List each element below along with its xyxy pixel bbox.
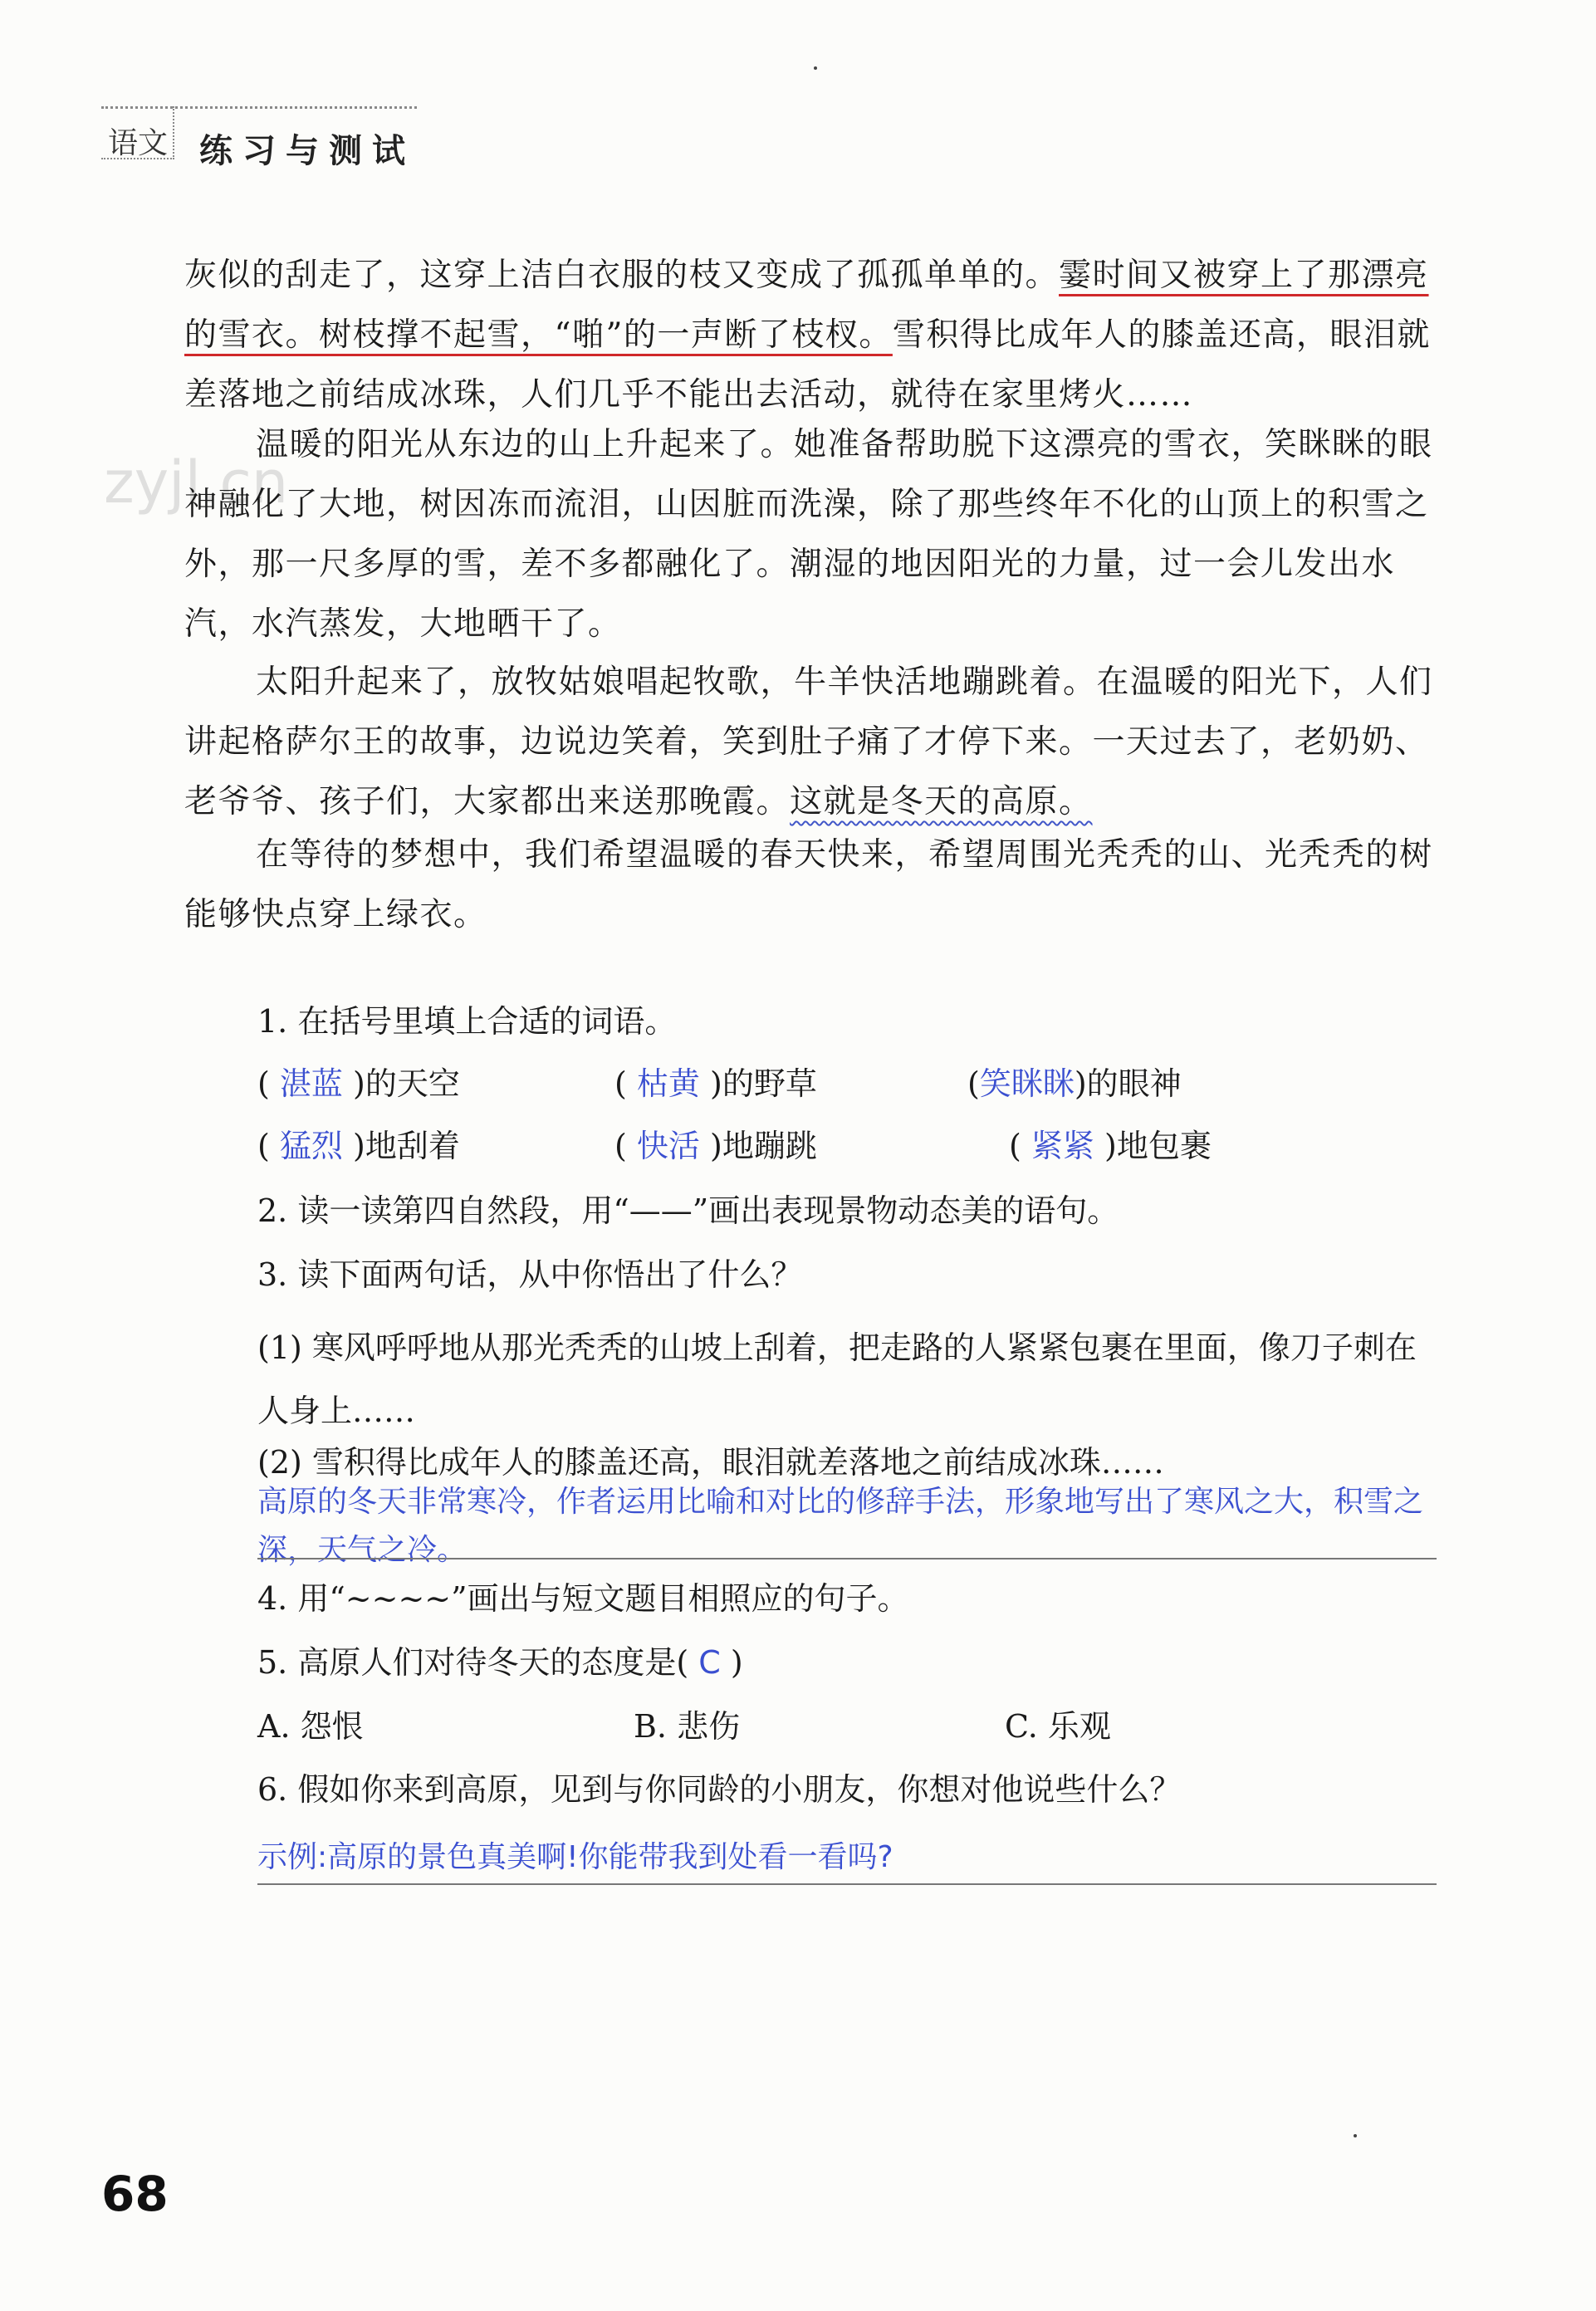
answer-line — [257, 1558, 1437, 1559]
option-b: B. 悲伤 — [634, 1708, 741, 1745]
passage-paragraph-1 — [184, 246, 1440, 425]
blank-answer: 快活 — [636, 1128, 700, 1164]
question-3: 3. 读下面两句话，从中你悟出了什么？ — [257, 1256, 803, 1293]
p1-text-b: 雪积得比成年人的膝盖还高，眼泪就差落地之前结成冰珠，人们几乎不能出去活动，就待在家里烤火…… — [184, 316, 1431, 414]
blank-answer: 枯黄 — [636, 1065, 700, 1102]
blank-answer: 湛蓝 — [279, 1065, 343, 1102]
print-speck — [814, 66, 817, 70]
blank-answer: 猛烈 — [279, 1128, 343, 1164]
question-2: 2. 读一读第四自然段，用“——”画出表现景物动态美的语句。 — [257, 1192, 1119, 1229]
p1-red-underlined-sentence: 霎时间又被穿上了那漂亮的雪衣。树枝撑不起雪，“啪”的一声断了枝杈。 — [184, 257, 1429, 354]
watermark: zyjl.cn — [104, 448, 289, 517]
blank-answer: 笑眯眯 — [979, 1065, 1075, 1102]
p3-wavy-underlined-sentence: 这就是冬天的高原。 — [790, 783, 1093, 820]
question-1: 1. 在括号里填上合适的词语。 — [257, 1003, 677, 1040]
passage-paragraph-2: 温暖的阳光从东边的山上升起来了。她准备帮助脱下这漂亮的雪衣，笑眯眯的眼神融化了大地，树因冻而流泪，山因脏而洗澡，除了那些终年不化的山顶上的积雪之外，那一尺多厚的雪，差不多都融化了。潮湿的地因阳光的力量，过一会儿发出水汽，水汽蒸发，大地晒干了。 — [184, 426, 1433, 643]
print-speck — [1354, 2134, 1357, 2137]
book-title: 练习与测试 — [199, 132, 415, 170]
blank-5: ( 快活 )地蹦跳 — [614, 1128, 817, 1164]
blank-answer: 紧紧 — [1031, 1128, 1094, 1164]
question-6-answer: 示例:高原的景色真美啊!你能带我到处看一看吗? — [257, 1840, 893, 1874]
option-a: A. 怨恨 — [257, 1708, 364, 1745]
blank-2: ( 枯黄 )的野草 — [614, 1065, 817, 1102]
p3-text: 太阳升起来了，放牧姑娘唱起牧歌，牛羊快活地蹦跳着。在温暖的阳光下，人们讲起格萨尔王的故事，边说边笑着，笑到肚子痛了才停下来。一天过去了，老奶奶、老爷爷、孩子们，大家都出来送那晚霞。 — [184, 663, 1433, 820]
option-c: C. 乐观 — [1005, 1708, 1111, 1745]
question-5: 5. 高原人们对待冬天的态度是( C ) — [257, 1644, 743, 1681]
blank-1: ( 湛蓝 )的天空 — [257, 1065, 460, 1102]
question-3-sentence-1: (1) 寒风呼呼地从那光秃秃的山坡上刮着，把走路的人紧紧包裹在里面，像刀子刺在人身上…… — [257, 1329, 1417, 1429]
question-5-answer: C — [698, 1644, 721, 1681]
blank-4: ( 猛烈 )地刮着 — [257, 1128, 460, 1164]
subject-label: 语文 — [108, 126, 169, 160]
blank-6: ( 紧紧 )地包裹 — [1009, 1128, 1212, 1164]
page-number: 68 — [101, 2166, 169, 2222]
question-4: 4. 用“~~~~”画出与短文题目相照应的句子。 — [257, 1580, 909, 1617]
page-header — [101, 106, 417, 170]
p1-text-a: 灰似的刮走了，这穿上洁白衣服的枝又变成了孤孤单单的。 — [184, 257, 1060, 294]
passage-paragraph-4: 在等待的梦想中，我们希望温暖的春天快来，希望周围光秃秃的山、光秃秃的树能够快点穿上绿衣。 — [184, 836, 1433, 933]
question-3-sentence-2: (2) 雪积得比成年人的膝盖还高，眼泪就差落地之前结成冰珠…… — [257, 1444, 1164, 1481]
blank-3: (笑眯眯)的眼神 — [967, 1065, 1182, 1102]
question-6: 6. 假如你来到高原，见到与你同龄的小朋友，你想对他说些什么？ — [257, 1771, 1182, 1808]
answer-line — [257, 1883, 1437, 1885]
question-3-answer: 高原的冬天非常寒冷，作者运用比喻和对比的修辞手法，形象地写出了寒风之大，积雪之深，天气之冷。 — [257, 1485, 1424, 1567]
passage-paragraph-3 — [184, 653, 1440, 832]
